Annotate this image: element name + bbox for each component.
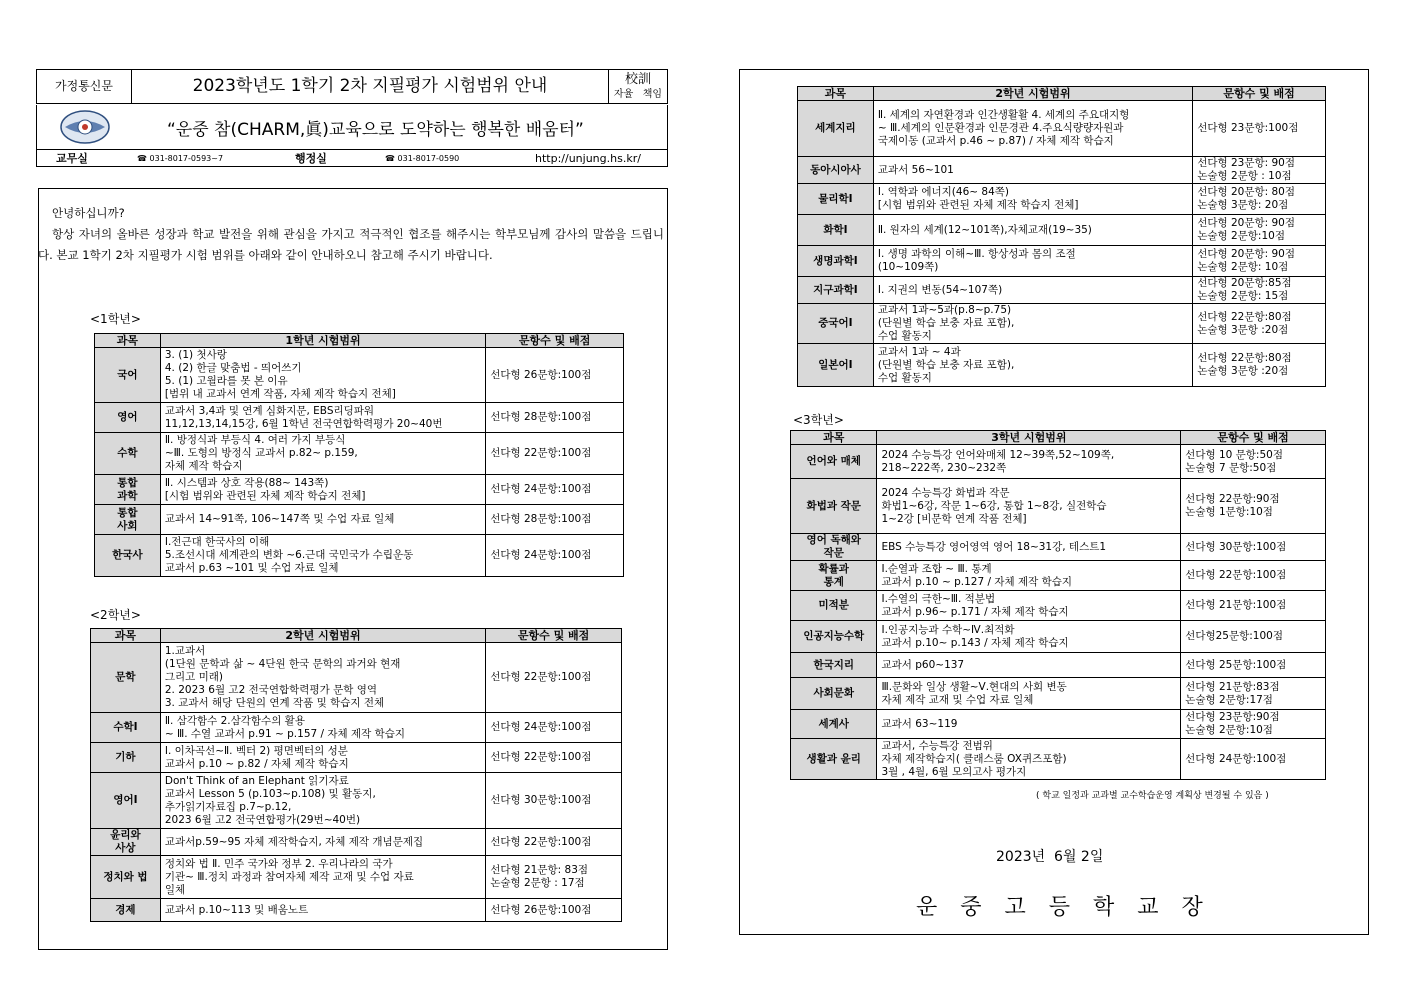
table-row [91, 899, 622, 922]
range-cell: Ⅱ. 원자의 세계(12~101쪽),자체교재(19~35) [873, 215, 1192, 246]
score-cell: 선다형 26문항:100점 [486, 348, 624, 403]
range-cell: Ⅰ.인공지능과 수학~Ⅳ.최적화 교과서 p.10~ p.143 / 자체 제작 학습지 [877, 621, 1181, 653]
grade2-table [90, 628, 622, 922]
subject-cell: 윤리와 사상 [91, 829, 161, 856]
grade3-table [790, 430, 1326, 780]
table-row [798, 304, 1326, 344]
score-cell: 선다형 22문항:100점 [486, 433, 624, 475]
grade2-label: <2학년> [90, 608, 141, 622]
range-cell: 정치와 법 Ⅱ. 민주 국가와 정부 2. 우리나라의 국가 기관~ Ⅲ.정치 과정과 참여자체 제작 교재 및 수업 자료 일체 [160, 856, 485, 899]
score-cell: 선다형 23문항: 90점 논술형 2문항 : 10점 [1193, 157, 1326, 184]
range-cell: 교과서 1과 ~ 4과 (단원별 학습 보충 자료 포함), 수업 활동지 [873, 344, 1192, 387]
school-motto [609, 70, 668, 104]
range-cell: Ⅲ.문화와 일상 생활~Ⅴ.현대의 사회 변동 자체 제작 교재 및 수업 자료 일체 [877, 678, 1181, 710]
table-header-row [791, 431, 1326, 445]
subject-cell: 생명과학Ⅰ [798, 246, 874, 277]
table-row [791, 445, 1326, 479]
column-header: 문항수 및 배점 [486, 334, 624, 348]
subject-cell: 동아시아사 [798, 157, 874, 184]
table-row [91, 856, 622, 899]
score-cell: 선다형 24문항:100점 [486, 713, 622, 743]
score-cell: 선다형 21문항: 83점 논술형 2문항 : 17점 [486, 856, 622, 899]
subject-cell: 지구과학Ⅰ [798, 277, 874, 304]
score-cell: 선다형 22문항:100점 [1181, 561, 1326, 591]
table-row [791, 479, 1326, 534]
school-url[interactable]: http://unjung.hs.kr/ [535, 151, 641, 165]
score-cell: 선다형 28문항:100점 [486, 505, 624, 535]
subject-cell: 영어Ⅰ [91, 773, 161, 829]
table-header-row [798, 87, 1326, 101]
range-cell: 3. (1) 첫사랑 4. (2) 한글 맞춤법 - 띄어쓰기 5. (1) 고월라를 못 본 이유 [범위 내 교과서 연계 작품, 자체 제작 학습지 전체] [160, 348, 485, 403]
table-header-row [91, 629, 622, 643]
subject-cell: 일본어Ⅰ [798, 344, 874, 387]
range-cell: Ⅱ. 세계의 자연환경과 인간생활활 4. 세계의 주요대지형 ~ Ⅲ.세계의 인문환경과 인문경관 4.주요식량량자원과 국제이동 (교과서 p.46 ~ p.87) / 자체 제작 학습지 [873, 101, 1192, 157]
table-row [798, 246, 1326, 277]
subject-cell: 한국지리 [791, 653, 877, 678]
subject-cell: 물리학Ⅰ [798, 184, 874, 215]
score-cell: 선다형 30문항:100점 [486, 773, 622, 829]
score-cell: 선다형 21문항:100점 [1181, 591, 1326, 621]
range-cell: 교과서 14~91쪽, 106~147쪽 및 수업 자료 일체 [160, 505, 485, 535]
subject-cell: 세계지리 [798, 101, 874, 157]
score-cell: 선다형 28문항:100점 [486, 403, 624, 433]
table-row [95, 535, 624, 577]
subject-cell: 수학 [95, 433, 161, 475]
table-row [798, 215, 1326, 246]
score-cell: 선다형 20문항: 90점 논술형 2문항: 10점 [1193, 246, 1326, 277]
table-row [798, 184, 1326, 215]
grade1-label: <1학년> [90, 312, 141, 326]
table-row [791, 739, 1326, 780]
issue-date: 2023년 6월 2일 [996, 849, 1104, 865]
range-cell: 2024 수능특강 화법과 작문 화법1~6강, 작문 1~6강, 통합 1~8강, 실전학습 1~2강 [비문학 연계 작품 전체] [877, 479, 1181, 534]
table-row [791, 621, 1326, 653]
table-row [791, 653, 1326, 678]
score-cell: 선다형 24문항:100점 [486, 475, 624, 505]
subject-cell: 사회문화 [791, 678, 877, 710]
range-cell: Ⅱ. 삼각함수 2.삼각함수의 활용 ~ Ⅲ. 수열 교과서 p.91 ~ p.157 / 자체 제작 학습지 [160, 713, 485, 743]
range-cell: 교과서 p60~137 [877, 653, 1181, 678]
range-cell: 1.교과서 (1단원 문학과 삶 ~ 4단원 한국 문학의 과거와 현재 그리고 미래) 2. 2023 6월 고2 전국연합학력평가 문학 영역 3. 교과서 해당 단원의 연계 작품 및 학습지 전체 [160, 643, 485, 713]
column-header: 2학년 시험범위 [160, 629, 485, 643]
range-cell: Ⅱ. 방정식과 부등식 4. 여러 가지 부등식 ~Ⅲ. 도형의 방정식 교과서 p.82~ p.159, 자체 제작 학습지 [160, 433, 485, 475]
column-header: 과목 [791, 431, 877, 445]
table-row [95, 475, 624, 505]
score-cell: 선다형 20문항:85점 논술형 2문항: 15점 [1193, 277, 1326, 304]
score-cell: 선다형 20문항: 80점 논술형 3문항: 20점 [1193, 184, 1326, 215]
grade2-cont-table [797, 86, 1326, 387]
score-cell: 선다형 22문항:90점 논술형 1문항:10점 [1181, 479, 1326, 534]
range-cell: Ⅰ. 이차곡선~Ⅱ. 벡터 2) 평면벡터의 성분 교과서 p.10 ~ p.82 / 자체 제작 학습지 [160, 743, 485, 773]
table-row [95, 403, 624, 433]
slogan-row [36, 105, 668, 150]
subject-cell: 정치와 법 [91, 856, 161, 899]
table-row [798, 101, 1326, 157]
table-row [798, 157, 1326, 184]
score-cell: 선다형 22문항:100점 [486, 743, 622, 773]
column-header: 과목 [91, 629, 161, 643]
range-cell: Ⅰ. 역학과 에너지(46~ 84쪽) [시험 범위와 관련된 자체 제작 학습지 전체] [873, 184, 1192, 215]
table-row [95, 348, 624, 403]
range-cell: Ⅰ. 지권의 변동(54~107쪽) [873, 277, 1192, 304]
subject-cell: 세계사 [791, 710, 877, 739]
range-cell: Ⅰ. 생명 과학의 이해~Ⅲ. 항상성과 몸의 조절 (10~109쪽) [873, 246, 1192, 277]
admin-label: 행정실 [295, 152, 327, 165]
table-row [91, 643, 622, 713]
table-row [791, 710, 1326, 739]
range-cell: 교과서 3,4과 및 연계 심화지문, EBS리딩파워 11,12,13,14,15강, 6월 1학년 전국연합학력평가 20~40번 [160, 403, 485, 433]
column-header: 문항수 및 배점 [1193, 87, 1326, 101]
score-cell: 선다형 23문항:90점 논술형 2문항:10점 [1181, 710, 1326, 739]
contact-row [36, 149, 668, 167]
score-cell: 선다형 30문항:100점 [1181, 534, 1326, 561]
column-header: 문항수 및 배점 [1181, 431, 1326, 445]
slogan: “운중 참(CHARM,眞)교육으로 도약하는 행복한 배움터” [167, 120, 584, 140]
score-cell: 선다형 22문항:100점 [486, 829, 622, 856]
subject-cell: 중국어Ⅰ [798, 304, 874, 344]
subject-cell: 화학Ⅰ [798, 215, 874, 246]
grade1-table [94, 333, 624, 577]
intro-body: 항상 자녀의 올바른 성장과 학교 발전을 위해 관심을 가지고 적극적인 협조를 해주시는 학부모님께 감사의 말씀을 드립니다. 본교 1학기 2차 지필평가 시험 범위를 아래와 같이 안내하오니 참고해 주시기 바랍니다. [38, 227, 664, 262]
subject-cell: 통합 과학 [95, 475, 161, 505]
range-cell: Ⅱ. 시스템과 상호 작용(88~ 143쪽) [시험 범위와 관련된 자체 제작 학습지 전체] [160, 475, 485, 505]
table-row [91, 713, 622, 743]
table-row [791, 561, 1326, 591]
admin-phone: ☎ 031-8017-0590 [385, 153, 460, 163]
column-header: 과목 [798, 87, 874, 101]
score-cell: 선다형 22문항:80점 논술형 3문항 :20점 [1193, 344, 1326, 387]
subject-cell: 미적분 [791, 591, 877, 621]
table-row [798, 277, 1326, 304]
score-cell: 선다형 10 문항:50점 논술형 7 문항:50점 [1181, 445, 1326, 479]
table-row [91, 829, 622, 856]
subject-cell: 수학Ⅰ [91, 713, 161, 743]
score-cell: 선다형 26문항:100점 [486, 899, 622, 922]
subject-cell: 통합 사회 [95, 505, 161, 535]
principal-name: 운 중 고 등 학 교 장 [916, 895, 1211, 920]
table-row [91, 773, 622, 829]
range-cell: Ⅰ.수열의 극한~Ⅲ. 적분법 교과서 p.96~ p.171 / 자체 제작 학습지 [877, 591, 1181, 621]
column-header: 1학년 시험범위 [160, 334, 485, 348]
subject-cell: 기하 [91, 743, 161, 773]
column-header: 과목 [95, 334, 161, 348]
score-cell: 선다형 20문항: 90점 논술형 2문항:10점 [1193, 215, 1326, 246]
score-cell: 선다형 24문항:100점 [1181, 739, 1326, 780]
range-cell: EBS 수능특강 영어영역 영어 18~31강, 테스트1 [877, 534, 1181, 561]
subject-cell: 한국사 [95, 535, 161, 577]
score-cell: 선다형 21문항:83점 논술형 2문항:17점 [1181, 678, 1326, 710]
score-cell: 선다형 23문항:100점 [1193, 101, 1326, 157]
range-cell: 교과서 56~101 [873, 157, 1192, 184]
subject-cell: 인공지능수학 [791, 621, 877, 653]
column-header: 문항수 및 배점 [486, 629, 622, 643]
column-header: 2학년 시험범위 [873, 87, 1192, 101]
range-cell: 2024 수능특강 언어와매체 12~39쪽,52~109쪽, 218~222쪽, 230~232쪽 [877, 445, 1181, 479]
table-row [91, 743, 622, 773]
subject-cell: 생활과 윤리 [791, 739, 877, 780]
score-cell: 선다형25문항:100점 [1181, 621, 1326, 653]
score-cell: 선다형 25문항:100점 [1181, 653, 1326, 678]
subject-cell: 언어와 매체 [791, 445, 877, 479]
motto-words: 자율 책임 [613, 88, 663, 100]
subject-cell: 문학 [91, 643, 161, 713]
letterhead [36, 69, 668, 167]
score-cell: 선다형 24문항:100점 [486, 535, 624, 577]
range-cell: 교과서 63~119 [877, 710, 1181, 739]
document-title: 2023학년도 1학기 2차 지필평가 시험범위 안내 [132, 70, 609, 104]
range-cell: Ⅰ.전근대 한국사의 이해 5.조선시대 세계관의 변화 ~6.근대 국민국가 수립운동 교과서 p.63 ~101 및 수업 자료 일체 [160, 535, 485, 577]
subject-cell: 영어 [95, 403, 161, 433]
column-header: 3학년 시험범위 [877, 431, 1181, 445]
range-cell: 교과서 1과~5과(p.8~p.75) (단원별 학습 보충 자료 포함), 수업 활동지 [873, 304, 1192, 344]
school-emblem-icon [59, 109, 111, 145]
range-cell: Ⅰ.순열과 조합 ~ Ⅲ. 통계 교과서 p.10 ~ p.127 / 자체 제작 학습지 [877, 561, 1181, 591]
grade3-label: <3학년> [793, 413, 844, 427]
range-cell: 교과서, 수능특강 전범위 자체 제작학습지( 클래스룸 OX퀴즈포함) 3월 , 4월, 6월 모의고사 평가지 [877, 739, 1181, 780]
table-row [95, 505, 624, 535]
range-cell: 교과서 p.10~113 및 배움노트 [160, 899, 485, 922]
range-cell: 교과서p.59~95 자체 제작학습지, 자체 제작 개념문제집 [160, 829, 485, 856]
subject-cell: 경제 [91, 899, 161, 922]
table-header-row [95, 334, 624, 348]
subject-cell: 화법과 작문 [791, 479, 877, 534]
office-label: 교무실 [56, 152, 88, 165]
range-cell: Don't Think of an Elephant 읽기자료 교과서 Lesson 5 (p.103~p.108) 및 활동지, 추가읽기자료집 p.7~p.12, 2023 6월 고2 전국연합평가(29번~40번) [160, 773, 485, 829]
subject-cell: 확률과 통계 [791, 561, 877, 591]
table-row [798, 344, 1326, 387]
table-row [791, 678, 1326, 710]
change-note: ( 학교 일정과 교과별 교수학습운영 계획상 변경될 수 있음 ) [1036, 791, 1269, 801]
table-row [791, 534, 1326, 561]
table-row [791, 591, 1326, 621]
letter-tag: 가정통신문 [37, 70, 132, 104]
table-row [95, 433, 624, 475]
motto-title: 校訓 [624, 71, 651, 87]
score-cell: 선다형 22문항:100점 [486, 643, 622, 713]
office-phone: ☎ 031-8017-0593~7 [137, 153, 224, 163]
intro-greeting: 안녕하십니까? [52, 206, 125, 220]
subject-cell: 국어 [95, 348, 161, 403]
score-cell: 선다형 22문항:80점 논술형 3문항 :20점 [1193, 304, 1326, 344]
subject-cell: 영어 독해와 작문 [791, 534, 877, 561]
